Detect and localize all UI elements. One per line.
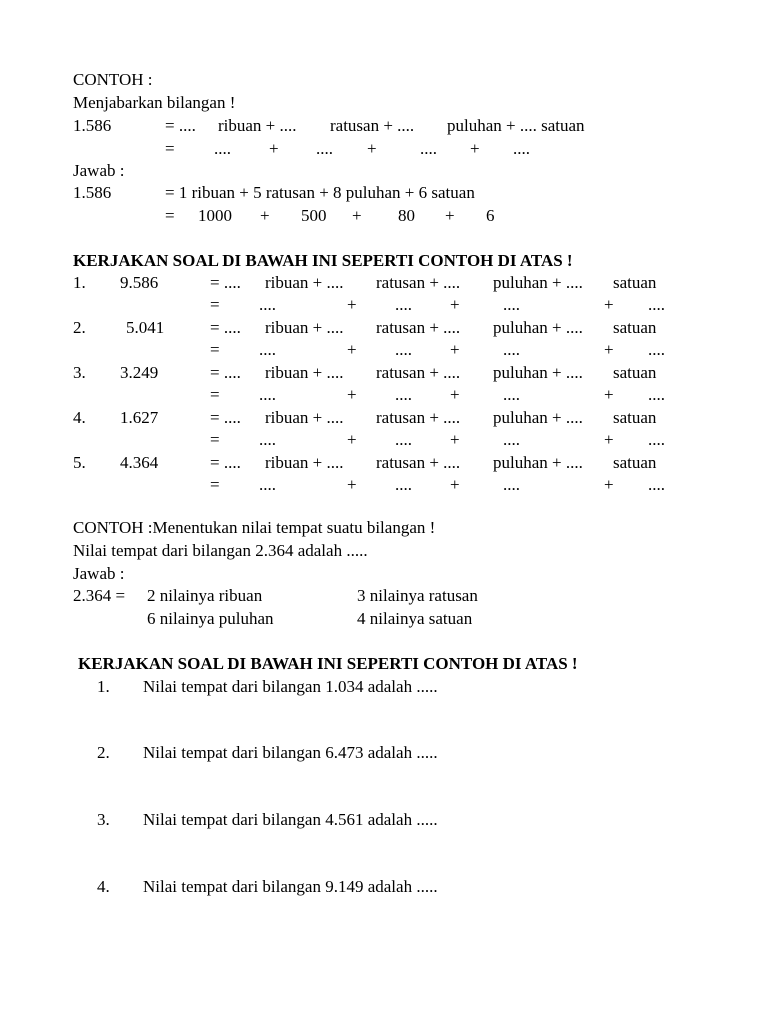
example2-value: 6 nilainya puluhan [147,609,274,628]
template-row2-cell: .... [316,139,333,158]
example2-question: Nilai tempat dari bilangan 2.364 adalah ..... [73,541,368,560]
exercise1-row1-cell: ratusan + .... [376,318,461,337]
exercise1-row1-cell: ribuan + .... [265,453,344,472]
exercise1-row1-cell: ribuan + .... [265,318,344,337]
exercise2-text: Nilai tempat dari bilangan 9.149 adalah ..... [143,877,438,896]
exercise1-row2-cell: + [347,340,357,359]
exercise1-row1-cell: = .... [210,318,241,337]
exercise1-row2-cell: + [347,430,357,449]
exercise2-text: Nilai tempat dari bilangan 4.561 adalah ..... [143,810,438,829]
example2-value: 4 nilainya satuan [357,609,473,628]
exercise2-num: 4. [97,877,110,896]
exercise1-row1-cell: = .... [210,453,241,472]
exercise1-row2-cell: = [210,295,220,314]
exercise1-row2-cell: .... [503,385,520,404]
exercise2-text: Nilai tempat dari bilangan 6.473 adalah ..... [143,743,438,762]
exercise1-row2-cell: .... [503,430,520,449]
exercise1-row2-cell: .... [503,340,520,359]
exercise1-num: 4. [73,408,86,427]
template-row1-cell: = .... [165,116,196,135]
exercise1-row2-cell: .... [503,475,520,494]
exercise1-row2-cell: + [347,475,357,494]
exercise1-row2-cell: .... [395,295,412,314]
exercise1-row1-cell: ribuan + .... [265,273,344,292]
exercise1-value: 5.041 [126,318,165,337]
exercise1-row1-cell: ratusan + .... [376,453,461,472]
example2-title: CONTOH :Menentukan nilai tempat suatu bilangan ! [73,518,436,537]
exercise1-row2-cell: .... [648,385,665,404]
exercise1-row2-cell: .... [259,430,276,449]
exercise1-row1-cell: puluhan + .... [493,408,583,427]
exercise1-row1-cell: ratusan + .... [376,363,461,382]
exercise1-row2-cell: + [604,475,614,494]
template-row2-cell: + [367,139,377,158]
exercise1-row2-cell: .... [259,340,276,359]
exercise1-row2-cell: + [604,430,614,449]
exercise1-row1-cell: satuan [613,408,657,427]
exercise1-row2-cell: = [210,340,220,359]
example2-value: 3 nilainya ratusan [357,586,478,605]
template-row1-cell: ratusan + .... [330,116,415,135]
exercise1-num: 2. [73,318,86,337]
template-row1-cell: puluhan + .... satuan [447,116,585,135]
exercise1-row1-cell: satuan [613,453,657,472]
answer-row2-cell: 80 [398,206,415,225]
exercise2-num: 3. [97,810,110,829]
exercise1-row1-cell: satuan [613,273,657,292]
example2-value: 2 nilainya ribuan [147,586,263,605]
exercise1-row2-cell: .... [503,295,520,314]
answer-row2-cell: = [165,206,175,225]
exercise1-row1-cell: = .... [210,273,241,292]
exercise1-row1-cell: puluhan + .... [493,363,583,382]
example-number: 1.586 [73,116,112,135]
exercise1-row2-cell: + [450,430,460,449]
exercise1-value: 3.249 [120,363,159,382]
exercise1-num: 3. [73,363,86,382]
exercise1-heading: KERJAKAN SOAL DI BAWAH INI SEPERTI CONTOH DI ATAS ! [73,251,573,270]
exercise1-row2-cell: + [604,385,614,404]
exercise1-value: 1.627 [120,408,159,427]
exercise1-row1-cell: = .... [210,363,241,382]
example2-answer-prefix: 2.364 = [73,586,126,605]
exercise1-row2-cell: .... [259,295,276,314]
exercise1-row2-cell: .... [395,385,412,404]
template-row2-cell: = [165,139,175,158]
example-task: Menjabarkan bilangan ! [73,93,236,112]
answer-row2-cell: 1000 [198,206,232,225]
exercise1-row1-cell: ribuan + .... [265,408,344,427]
exercise1-row2-cell: .... [395,475,412,494]
exercise1-num: 1. [73,273,86,292]
exercise1-row1-cell: puluhan + .... [493,318,583,337]
answer-row1: = 1 ribuan + 5 ratusan + 8 puluhan + 6 satuan [165,183,475,202]
exercise1-row2-cell: = [210,475,220,494]
exercise1-row2-cell: = [210,430,220,449]
exercise1-row1-cell: puluhan + .... [493,273,583,292]
example-label: CONTOH : [73,70,153,89]
exercise1-row2-cell: + [450,340,460,359]
template-row2-cell: + [269,139,279,158]
answer-row2-cell: 6 [486,206,495,225]
exercise1-value: 9.586 [120,273,159,292]
exercise1-row1-cell: satuan [613,363,657,382]
exercise1-row2-cell: .... [395,340,412,359]
answer-number: 1.586 [73,183,112,202]
example2-answer-label: Jawab : [73,564,125,583]
exercise1-row1-cell: = .... [210,408,241,427]
exercise1-row2-cell: .... [648,475,665,494]
answer-row2-cell: + [352,206,362,225]
template-row2-cell: .... [420,139,437,158]
exercise2-text: Nilai tempat dari bilangan 1.034 adalah ..... [143,677,438,696]
exercise1-row1-cell: ribuan + .... [265,363,344,382]
exercise2-heading: KERJAKAN SOAL DI BAWAH INI SEPERTI CONTOH DI ATAS ! [78,654,578,673]
exercise1-row2-cell: .... [648,340,665,359]
exercise1-row1-cell: satuan [613,318,657,337]
template-row2-cell: .... [513,139,530,158]
exercise1-row2-cell: + [450,385,460,404]
answer-label: Jawab : [73,161,125,180]
exercise1-num: 5. [73,453,86,472]
exercise1-row2-cell: + [604,340,614,359]
exercise1-row2-cell: + [450,295,460,314]
answer-row2-cell: + [445,206,455,225]
exercise1-row2-cell: .... [259,475,276,494]
exercise2-num: 1. [97,677,110,696]
template-row2-cell: + [470,139,480,158]
template-row1-cell: ribuan + .... [218,116,297,135]
exercise1-row2-cell: = [210,385,220,404]
exercise1-row2-cell: + [347,295,357,314]
exercise1-row2-cell: + [347,385,357,404]
exercise1-row1-cell: ratusan + .... [376,408,461,427]
exercise1-row1-cell: puluhan + .... [493,453,583,472]
exercise1-row2-cell: .... [395,430,412,449]
answer-row2-cell: 500 [301,206,327,225]
exercise2-num: 2. [97,743,110,762]
exercise1-row1-cell: ratusan + .... [376,273,461,292]
exercise1-row2-cell: + [450,475,460,494]
exercise1-row2-cell: + [604,295,614,314]
exercise1-row2-cell: .... [259,385,276,404]
exercise1-value: 4.364 [120,453,159,472]
exercise1-row2-cell: .... [648,295,665,314]
template-row2-cell: .... [214,139,231,158]
exercise1-row2-cell: .... [648,430,665,449]
answer-row2-cell: + [260,206,270,225]
